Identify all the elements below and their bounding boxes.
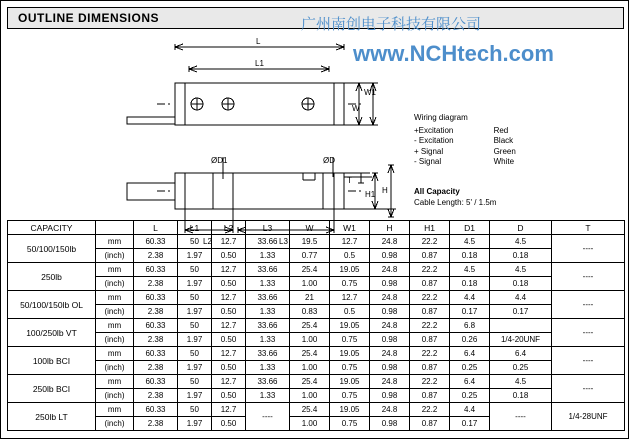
row-unit: (inch) [96, 417, 134, 431]
cell-W: 21 [290, 291, 330, 305]
cell-L: 60.33 [134, 235, 178, 249]
cell-T: ---- [552, 319, 625, 347]
table-row [8, 235, 625, 249]
table-row [8, 277, 625, 291]
header-D: D [490, 221, 552, 235]
cell-D: 0.25 [490, 361, 552, 375]
cell-L3: 33.66 [246, 375, 290, 389]
label-L1: L1 [255, 59, 264, 68]
cell-H: 0.98 [370, 277, 410, 291]
row-unit: mm [96, 291, 134, 305]
cell-D: ---- [490, 403, 552, 431]
header-L2: L2 [212, 221, 246, 235]
cell-L: 2.38 [134, 389, 178, 403]
row-unit: mm [96, 263, 134, 277]
row-unit: mm [96, 319, 134, 333]
cell-W1: 0.75 [330, 361, 370, 375]
cell-L3: 1.33 [246, 361, 290, 375]
header-L: L [134, 221, 178, 235]
cell-W: 25.4 [290, 403, 330, 417]
table-row [8, 291, 625, 305]
row-unit: (inch) [96, 305, 134, 319]
cell-W: 0.83 [290, 305, 330, 319]
header-capacity: CAPACITY [8, 221, 96, 235]
cell-L2: 0.50 [212, 277, 246, 291]
cell-L3: 1.33 [246, 277, 290, 291]
cell-T: ---- [552, 263, 625, 291]
cell-H1: 22.2 [410, 403, 450, 417]
all-capacity-label: All Capacity [414, 187, 460, 196]
table-row [8, 389, 625, 403]
table-row [8, 249, 625, 263]
cell-W: 1.00 [290, 361, 330, 375]
label-W: W [352, 104, 360, 113]
cell-W1: 19.05 [330, 347, 370, 361]
cell-L3: 33.66 [246, 291, 290, 305]
cell-L2: 0.50 [212, 361, 246, 375]
cell-D: 0.17 [490, 305, 552, 319]
cell-L3: 33.66 [246, 235, 290, 249]
cell-D1: 4.5 [450, 235, 490, 249]
cell-W1: 19.05 [330, 403, 370, 417]
cell-D: 4.5 [490, 375, 552, 389]
wiring-row [414, 136, 516, 147]
cell-W1: 0.75 [330, 417, 370, 431]
watermark-url: www.NCHtech.com [353, 41, 554, 66]
cell-L1: 50 [178, 319, 212, 333]
cell-T: ---- [552, 375, 625, 403]
cell-W: 1.00 [290, 417, 330, 431]
wiring-row [414, 147, 516, 158]
cell-L3: ---- [246, 403, 290, 431]
cell-L: 2.38 [134, 361, 178, 375]
cell-D: 4.5 [490, 263, 552, 277]
cell-H: 24.8 [370, 347, 410, 361]
label-W1: W1 [364, 88, 376, 97]
wiring-signal: - Excitation [414, 136, 454, 145]
cell-L2: 12.7 [212, 263, 246, 277]
cell-L: 2.38 [134, 305, 178, 319]
label-D1: ØD1 [211, 156, 228, 165]
page-title: OUTLINE DIMENSIONS [18, 11, 160, 25]
row-capacity: 250lb LT [8, 403, 96, 431]
cell-W: 25.4 [290, 375, 330, 389]
header-L3: L3 [246, 221, 290, 235]
cell-L3: 1.33 [246, 333, 290, 347]
cell-D1: 4.5 [450, 263, 490, 277]
row-unit: mm [96, 235, 134, 249]
cell-H1: 22.2 [410, 235, 450, 249]
row-capacity: 250lb BCI [8, 375, 96, 403]
cell-W1: 19.05 [330, 263, 370, 277]
cell-L1: 1.97 [178, 417, 212, 431]
cell-H1: 0.87 [410, 333, 450, 347]
table-header-row [8, 221, 625, 235]
cell-L2: 12.7 [212, 291, 246, 305]
cell-D1: 6.8 [450, 319, 490, 333]
cell-L: 60.33 [134, 347, 178, 361]
cell-W1: 12.7 [330, 235, 370, 249]
cell-L2: 0.50 [212, 417, 246, 431]
cell-L1: 1.97 [178, 333, 212, 347]
row-unit: (inch) [96, 389, 134, 403]
label-T: T [347, 176, 352, 185]
cell-D1: 0.25 [450, 389, 490, 403]
cell-D1: 0.25 [450, 361, 490, 375]
cell-D: 0.18 [490, 389, 552, 403]
row-capacity: 50/100/150lb [8, 235, 96, 263]
cell-W: 25.4 [290, 319, 330, 333]
cell-H1: 22.2 [410, 291, 450, 305]
header-W: W [290, 221, 330, 235]
row-capacity: 100/250lb VT [8, 319, 96, 347]
label-H: H [382, 186, 388, 195]
cell-L3: 1.33 [246, 389, 290, 403]
cell-L1: 50 [178, 291, 212, 305]
cell-L1: 50 [178, 347, 212, 361]
cell-T: ---- [552, 235, 625, 263]
cell-D1: 0.18 [450, 249, 490, 263]
header-H: H [370, 221, 410, 235]
wiring-signal: + Signal [414, 146, 444, 156]
cell-H: 0.98 [370, 305, 410, 319]
wiring-color: Red [493, 125, 509, 135]
cell-D [490, 319, 552, 333]
row-capacity: 250lb [8, 263, 96, 291]
cell-W: 25.4 [290, 347, 330, 361]
cell-W1: 12.7 [330, 291, 370, 305]
table-row [8, 361, 625, 375]
header-unit [96, 221, 134, 235]
header-D1: D1 [450, 221, 490, 235]
cell-L1: 50 [178, 375, 212, 389]
row-unit: (inch) [96, 361, 134, 375]
cell-H: 24.8 [370, 235, 410, 249]
cell-L1: 50 [178, 235, 212, 249]
wiring-row [414, 157, 516, 168]
cell-D: 1/4-20UNF [490, 333, 552, 347]
table-row [8, 333, 625, 347]
table-row [8, 347, 625, 361]
cell-W1: 0.75 [330, 389, 370, 403]
cell-L2: 12.7 [212, 403, 246, 417]
row-unit: (inch) [96, 333, 134, 347]
cell-L1: 1.97 [178, 361, 212, 375]
cell-L: 60.33 [134, 291, 178, 305]
cell-L2: 0.50 [212, 305, 246, 319]
cell-T: ---- [552, 291, 625, 319]
cell-H1: 0.87 [410, 361, 450, 375]
table-row [8, 305, 625, 319]
wiring-title: Wiring diagram [414, 113, 468, 122]
cell-D1: 4.4 [450, 291, 490, 305]
cell-D1: 0.17 [450, 417, 490, 431]
cell-L2: 0.50 [212, 249, 246, 263]
cell-H1: 0.87 [410, 249, 450, 263]
cell-D1: 0.18 [450, 277, 490, 291]
cell-L2: 12.7 [212, 235, 246, 249]
cell-H: 24.8 [370, 375, 410, 389]
cell-W: 1.00 [290, 277, 330, 291]
cell-L: 2.38 [134, 417, 178, 431]
cell-L2: 0.50 [212, 389, 246, 403]
cell-L: 60.33 [134, 375, 178, 389]
cell-D: 4.5 [490, 235, 552, 249]
cell-H: 0.98 [370, 249, 410, 263]
cell-L: 2.38 [134, 333, 178, 347]
cell-H1: 22.2 [410, 375, 450, 389]
cell-H: 24.8 [370, 319, 410, 333]
row-unit: mm [96, 347, 134, 361]
header-L1: L1 [178, 221, 212, 235]
cell-T: ---- [552, 347, 625, 375]
cell-L3: 1.33 [246, 249, 290, 263]
table-row [8, 375, 625, 389]
row-capacity: 50/100/150lb OL [8, 291, 96, 319]
cell-L1: 1.97 [178, 277, 212, 291]
cell-H: 0.98 [370, 389, 410, 403]
cell-D1: 6.4 [450, 375, 490, 389]
table-row [8, 263, 625, 277]
wiring-color: Green [493, 146, 516, 156]
row-capacity: 100lb BCI [8, 347, 96, 375]
label-L3: L3 [279, 237, 288, 246]
cell-L3: 1.33 [246, 305, 290, 319]
cell-H1: 0.87 [410, 305, 450, 319]
cell-L2: 12.7 [212, 319, 246, 333]
cell-H: 24.8 [370, 403, 410, 417]
cell-D: 6.4 [490, 347, 552, 361]
row-unit: mm [96, 375, 134, 389]
cell-L1: 50 [178, 263, 212, 277]
row-unit: mm [96, 403, 134, 417]
cell-W: 19.5 [290, 235, 330, 249]
cell-W1: 0.75 [330, 277, 370, 291]
label-H1: H1 [365, 190, 376, 199]
cell-H: 24.8 [370, 263, 410, 277]
cell-D: 0.18 [490, 277, 552, 291]
cell-L1: 1.97 [178, 305, 212, 319]
cell-H: 0.98 [370, 361, 410, 375]
cell-L1: 50 [178, 403, 212, 417]
cell-D1: 4.4 [450, 403, 490, 417]
wiring-table [414, 126, 516, 168]
cell-W: 1.00 [290, 333, 330, 347]
cell-L2: 0.50 [212, 333, 246, 347]
watermark-company: 广州南创电子科技有限公司 [301, 15, 482, 33]
cell-W1: 0.5 [330, 249, 370, 263]
wiring-signal: +Excitation [414, 125, 454, 135]
cell-W1: 0.5 [330, 305, 370, 319]
cell-D1: 0.17 [450, 305, 490, 319]
cell-H1: 0.87 [410, 389, 450, 403]
cell-D: 0.18 [490, 249, 552, 263]
cell-L2: 12.7 [212, 347, 246, 361]
wiring-color: White [493, 157, 515, 166]
cell-H: 24.8 [370, 291, 410, 305]
header-H1: H1 [410, 221, 450, 235]
wiring-row [414, 126, 516, 137]
dimensions-table [7, 220, 625, 431]
wiring-color: Black [493, 136, 514, 145]
wiring-signal: - Signal [414, 157, 442, 166]
cell-L: 2.38 [134, 277, 178, 291]
cell-W1: 0.75 [330, 333, 370, 347]
cell-L3: 33.66 [246, 319, 290, 333]
cell-T: 1/4-28UNF [552, 403, 625, 431]
cell-L: 60.33 [134, 403, 178, 417]
header-T: T [552, 221, 625, 235]
row-unit: (inch) [96, 249, 134, 263]
cell-L2: 12.7 [212, 375, 246, 389]
label-L: L [256, 37, 261, 46]
row-unit: (inch) [96, 277, 134, 291]
cell-H1: 22.2 [410, 347, 450, 361]
cell-W1: 19.05 [330, 375, 370, 389]
cell-L3: 33.66 [246, 347, 290, 361]
capacity-cable-note [414, 186, 496, 208]
cell-H: 0.98 [370, 333, 410, 347]
header-W1: W1 [330, 221, 370, 235]
table-row [8, 319, 625, 333]
cell-W: 25.4 [290, 263, 330, 277]
cell-L3: 33.66 [246, 263, 290, 277]
cable-length-label: Cable Length: 5' / 1.5m [414, 198, 497, 207]
cell-H: 0.98 [370, 417, 410, 431]
cell-L1: 1.97 [178, 249, 212, 263]
table-row [8, 403, 625, 417]
wiring-diagram-legend [414, 113, 516, 168]
cell-H1: 0.87 [410, 417, 450, 431]
cell-L1: 1.97 [178, 389, 212, 403]
cell-H1: 22.2 [410, 263, 450, 277]
cell-L: 60.33 [134, 319, 178, 333]
cell-D: 4.4 [490, 291, 552, 305]
cell-L: 2.38 [134, 249, 178, 263]
cell-W: 0.77 [290, 249, 330, 263]
cell-L: 60.33 [134, 263, 178, 277]
label-L2: L2 [203, 237, 212, 246]
cell-D1: 6.4 [450, 347, 490, 361]
cell-H1: 22.2 [410, 319, 450, 333]
cell-D1: 0.26 [450, 333, 490, 347]
cell-W: 1.00 [290, 389, 330, 403]
cell-H1: 0.87 [410, 277, 450, 291]
cell-W1: 19.05 [330, 319, 370, 333]
label-D: ØD [323, 156, 335, 165]
